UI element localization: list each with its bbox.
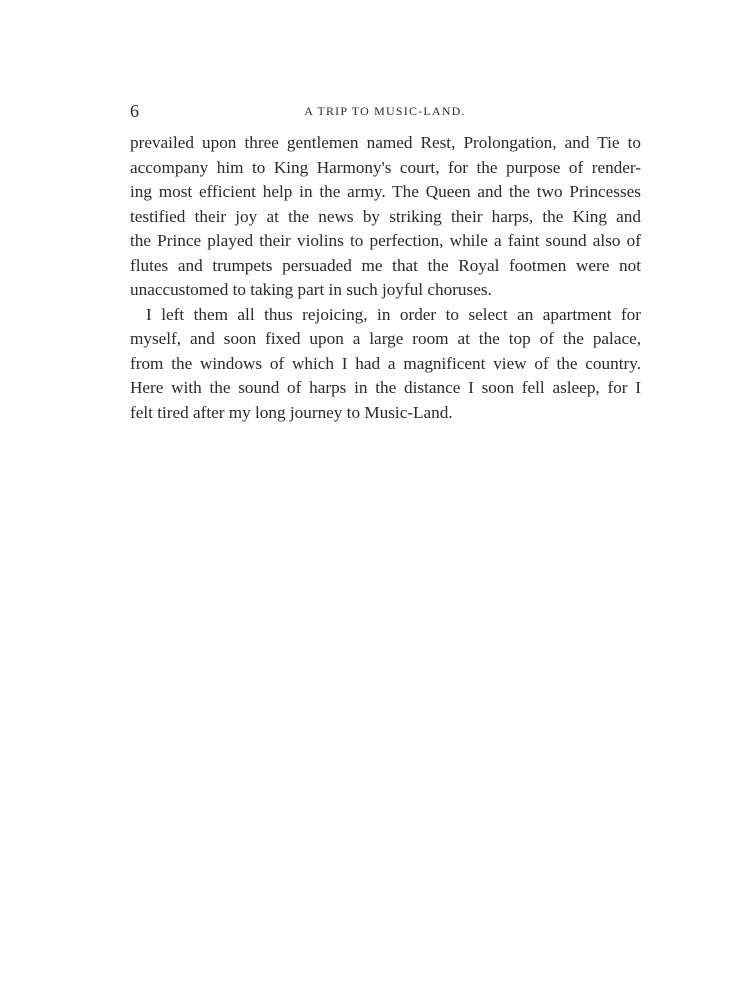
page-number: 6 (130, 101, 139, 121)
text-line: I left them all thus rejoicing, in order to select an apartment for (146, 304, 641, 324)
text-line: unaccustomed to taking part in such joyful choruses. (130, 280, 492, 299)
paragraph (130, 131, 641, 303)
text-line: testified their joy at the news by striking their harps, the King and (130, 206, 641, 226)
text-line: ing most efficient help in the army. The Queen and the two Princesses (130, 182, 641, 201)
page-body (130, 131, 641, 425)
text-line: flutes and trumpets persuaded me that the Royal footmen were not (130, 255, 641, 275)
page-header (130, 101, 640, 123)
paragraph (130, 303, 641, 426)
text-line: prevailed upon three gentlemen named Rest, Prolongation, and Tie to (130, 133, 641, 152)
text-line: accompany him to King Harmony's court, for the purpose of render- (130, 157, 641, 177)
text-line: Here with the sound of harps in the distance I soon fell asleep, for I (130, 378, 641, 397)
text-line: felt tired after my long journey to Music-Land. (130, 402, 453, 422)
running-title: A TRIP TO MUSIC-LAND. (304, 104, 466, 118)
text-line: myself, and soon fixed upon a large room at the top of the palace, (130, 329, 641, 348)
text-line: the Prince played their violins to perfection, while a faint sound also of (130, 231, 641, 250)
text-line: from the windows of which I had a magnificent view of the country. (130, 353, 641, 373)
